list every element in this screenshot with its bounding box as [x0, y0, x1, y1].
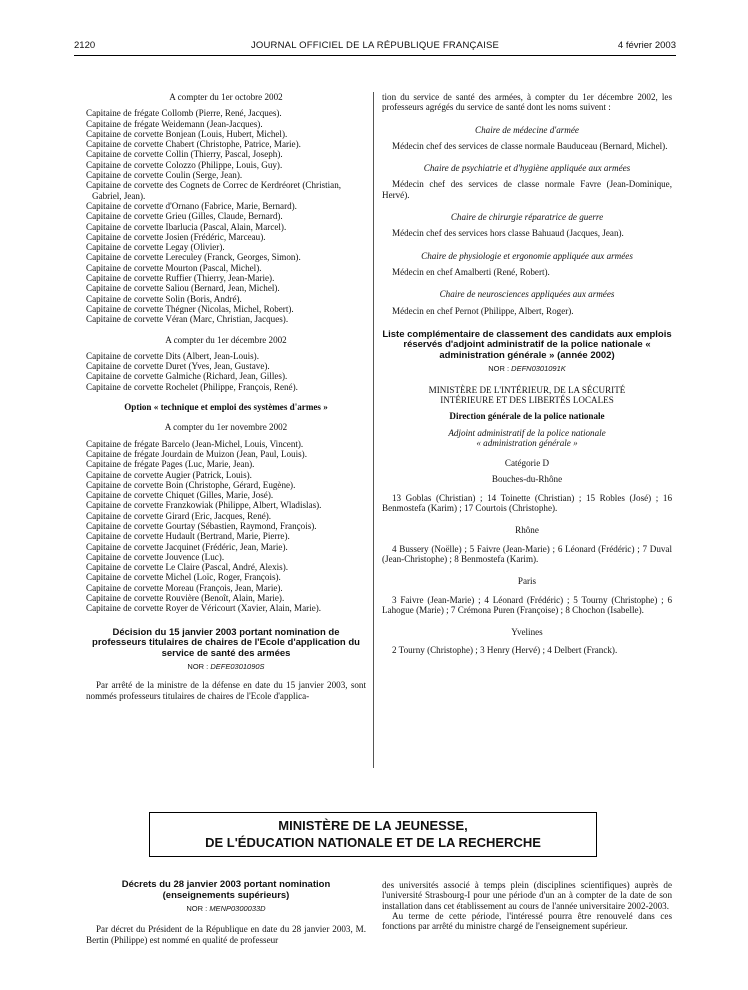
- bottom-right-column: [382, 880, 672, 931]
- chair-title: Chaire de physiologie et ergonomie appliquée aux armées: [421, 250, 633, 261]
- decision-text: Par arrêté de la ministre de la défense en date du 15 janvier 2003, sont nommés professeurs titulaires de chaires de l'Ecole d'applica-: [86, 680, 366, 701]
- officer-entry: Capitaine de corvette Rouvière (Benoît, Alain, Marie).: [86, 593, 285, 604]
- officer-entry: Capitaine de corvette Hudault (Bertrand, Marie, Pierre).: [86, 531, 290, 542]
- officer-entry: Capitaine de corvette Solin (Boris, André).: [86, 293, 242, 304]
- officer-entry: Capitaine de corvette Augier (Patrick, Louis).: [86, 469, 252, 480]
- officer-entry: Capitaine de corvette Gourtay (Sébastien, Raymond, François).: [86, 520, 317, 531]
- decrets-renewal: Au terme de cette période, l'intéressé pourra être renouvelé dans ces fonctions par arrêté du ministre chargé de l'enseignement supérieur.: [382, 910, 672, 932]
- region-ranking: 13 Goblas (Christian) ; 14 Toinette (Christian) ; 15 Robles (José) ; 16 Benmostefa (Karim) ; 17 Courtois (Christophe).: [382, 492, 672, 514]
- right-column: [382, 92, 672, 656]
- chair-title: Chaire de chirurgie réparatrice de guerre: [450, 212, 604, 223]
- officer-entry: Capitaine de corvette Franzkowiak (Philippe, Albert, Wladislas).: [86, 500, 322, 511]
- issue-date: 4 février 2003: [617, 40, 676, 51]
- decision-title: Décision du 15 janvier 2003 portant nomination de professeurs titulaires de chaires de l'Ecole d'application du service de santé des armées: [92, 626, 360, 659]
- header-rule: [74, 55, 676, 56]
- bottom-left-column: [86, 880, 366, 945]
- officer-entry: Capitaine de corvette Girard (Eric, Jacques, René).: [86, 510, 272, 521]
- chair-holder: Médecin chef des services de classe normale Favre (Jean-Dominique, Hervé).: [382, 179, 672, 200]
- officer-entry: Capitaine de corvette Coulin (Serge, Jean).: [86, 170, 243, 181]
- adjoint-line: « administration générale »: [476, 437, 578, 448]
- chair-holder: Médecin chef des services hors classe Bahuaud (Jacques, Jean).: [392, 228, 624, 239]
- decrets-continuation: des universités associé à temps plein (disciplines scientifiques) auprès de l'université Strasbourg-I pour une période d'un an à compter de la date de son installation dans cet établissement au cours de l'année universitaire 2002-2003.: [382, 880, 672, 911]
- officer-entry: Capitaine de corvette Mourton (Pascal, Michel).: [86, 262, 262, 273]
- liste-title: Liste complémentaire de classement des candidats aux emplois réservés d'adjoint administratif de la police nationale « administration générale » (année 2002): [382, 328, 672, 361]
- ministry-line: MINISTÈRE DE L'INTÉRIEUR, DE LA SÉCURITÉ: [428, 384, 626, 395]
- ministry-box: [149, 812, 597, 857]
- officer-entry: Capitaine de corvette Royer de Véricourt (Xavier, Alain, Marie).: [86, 603, 322, 614]
- officer-entry: Capitaine de corvette Galmiche (Richard, Jean, Gilles).: [86, 371, 288, 382]
- section-title: A compter du 1er décembre 2002: [165, 334, 287, 345]
- decision-intro: tion du service de santé des armées, à compter du 1er décembre 2002, les professeurs agrégés du service de santé dont les noms suivent :: [382, 92, 672, 113]
- categorie: Catégorie D: [504, 458, 550, 469]
- officer-entry: Capitaine de corvette Saliou (Bernard, Jean, Michel).: [86, 283, 280, 294]
- officer-list: [86, 439, 366, 614]
- left-column: [86, 92, 366, 701]
- officer-entry: Capitaine de corvette Josien (Frédéric, Marceau).: [86, 231, 266, 242]
- officer-entry: Capitaine de corvette Michel (Loïc, Roger, François).: [86, 572, 281, 583]
- officer-entry: Capitaine de corvette Dits (Albert, Jean-Louis).: [86, 350, 259, 361]
- chair-holder: Médecin en chef Amalberti (René, Robert).: [392, 266, 550, 277]
- region-name: Rhône: [515, 525, 539, 536]
- officer-entry: Capitaine de corvette Collin (Thierry, Pascal, Joseph).: [86, 149, 283, 160]
- officer-entry: Capitaine de corvette Legay (Olivier).: [86, 242, 225, 253]
- officer-entry: Capitaine de frégate Jourdain de Muizon (Jean, Paul, Louis).: [86, 448, 307, 459]
- chair-title: Chaire de psychiatrie et d'hygiène appliquée aux armées: [423, 163, 631, 174]
- ministry-box-line1: MINISTÈRE DE LA JEUNESSE,: [278, 818, 468, 833]
- regions-list: [382, 468, 672, 655]
- option-title: Option « technique et emploi des systèmes d'armes »: [124, 402, 328, 413]
- officer-list: [86, 108, 366, 324]
- officer-entry: Capitaine de corvette Le Claire (Pascal, André, Alexis).: [86, 562, 289, 573]
- page-number: 2120: [74, 40, 96, 51]
- officer-entry: Capitaine de corvette Colozzo (Philippe, Louis, Guy).: [86, 159, 283, 170]
- officer-entry: Capitaine de corvette Jacquinet (Frédéric, Jean, Marie).: [86, 541, 288, 552]
- decrets-text: Par décret du Président de la République en date du 28 janvier 2003, M. Bertin (Philippe) est nommé en qualité de professeur: [86, 924, 366, 945]
- column-divider: [373, 92, 374, 768]
- officer-entry: Capitaine de frégate Barcelo (Jean-Michel, Louis, Vincent).: [86, 438, 304, 449]
- decision-nor: NOR : DEFE0301090S: [187, 662, 265, 672]
- region-name: Paris: [517, 576, 537, 587]
- chair-title: Chaire de neurosciences appliquées aux armées: [439, 289, 615, 300]
- region-ranking: 3 Faivre (Jean-Marie) ; 4 Léonard (Frédéric) ; 5 Tourny (Christophe) ; 6 Lahogue (Marie) ; 7 Crémona Puren (Françoise) ; 8 Chochon (Isabelle).: [382, 594, 672, 615]
- decrets-title: Décrets du 28 janvier 2003 portant nomination (enseignements supérieurs): [121, 879, 331, 901]
- officer-list: [86, 351, 366, 392]
- officer-entry: Capitaine de corvette des Cognets de Correc de Kerdréoret (Christian, Gabriel, Jean).: [86, 180, 342, 201]
- region-name: Bouches-du-Rhône: [491, 474, 563, 485]
- officer-entry: Capitaine de corvette Ruffier (Thierry, Jean-Marie).: [86, 273, 275, 284]
- officer-entry: Capitaine de corvette Grieu (Gilles, Claude, Bernard).: [86, 211, 283, 222]
- officer-entry: Capitaine de frégate Pages (Luc, Marie, Jean).: [86, 459, 255, 470]
- officer-entry: Capitaine de corvette Véran (Marc, Christian, Jacques).: [86, 314, 289, 325]
- journal-title: JOURNAL OFFICIEL DE LA RÉPUBLIQUE FRANÇAISE: [250, 40, 500, 51]
- liste-nor: NOR : DEFN0301091K: [488, 364, 566, 374]
- decrets-nor: NOR : MENP0300033D: [186, 904, 266, 913]
- section-title: A compter du 1er novembre 2002: [164, 422, 288, 433]
- chairs-list: [382, 113, 672, 316]
- officer-entry: Capitaine de frégate Collomb (Pierre, René, Jacques).: [86, 108, 282, 119]
- officer-entry: Capitaine de corvette Lereculey (Franck, Georges, Simon).: [86, 252, 301, 263]
- chair-title: Chaire de médecine d'armée: [475, 124, 579, 135]
- region-ranking: 2 Tourny (Christophe) ; 3 Henry (Hervé) ; 4 Delbert (Franck).: [392, 645, 618, 656]
- region-ranking: 4 Bussery (Noëlle) ; 5 Faivre (Jean-Marie) ; 6 Léonard (Frédéric) ; 7 Duval (Jean-Christophe) ; 8 Benmostefa (Karim).: [382, 543, 672, 564]
- officer-entry: Capitaine de corvette Ibarlucia (Pascal, Alain, Marcel).: [86, 221, 287, 232]
- officer-entry: Capitaine de corvette Bonjean (Louis, Hubert, Michel).: [86, 128, 288, 139]
- chair-holder: Médecin en chef Pernot (Philippe, Albert, Roger).: [392, 305, 574, 316]
- adjoint-line: Adjoint administratif de la police nationale: [448, 427, 606, 438]
- ministry-box-line2: DE L'ÉDUCATION NATIONALE ET DE LA RECHERCHE: [205, 835, 541, 850]
- officer-entry: Capitaine de corvette Boin (Christophe, Gérard, Eugène).: [86, 479, 296, 490]
- officer-entry: Capitaine de corvette Jouvence (Luc).: [86, 551, 225, 562]
- chair-holder: Médecin chef des services de classe normale Bauduceau (Bernard, Michel).: [392, 140, 668, 151]
- direction-title: Direction générale de la police nationale: [449, 411, 605, 422]
- officer-entry: Capitaine de corvette Moreau (François, Jean, Marie).: [86, 582, 283, 593]
- officer-entry: Capitaine de corvette Thégner (Nicolas, Michel, Robert).: [86, 303, 294, 314]
- region-name: Yvelines: [511, 627, 543, 638]
- section-title: A compter du 1er octobre 2002: [169, 92, 283, 102]
- officer-entry: Capitaine de corvette Rochelet (Philippe, François, René).: [86, 381, 298, 392]
- page-header: [74, 40, 676, 54]
- officer-entry: Capitaine de frégate Weidemann (Jean-Jacques).: [86, 118, 263, 129]
- officer-entry: Capitaine de corvette Chiquet (Gilles, Marie, José).: [86, 490, 274, 501]
- ministry-line: INTÉRIEURE ET DES LIBERTÉS LOCALES: [440, 394, 614, 405]
- officer-entry: Capitaine de corvette Duret (Yves, Jean, Gustave).: [86, 361, 270, 372]
- officer-entry: Capitaine de corvette Chabert (Christophe, Patrice, Marie).: [86, 139, 301, 150]
- officer-entry: Capitaine de corvette d'Ornano (Fabrice, Marie, Bernard).: [86, 200, 297, 211]
